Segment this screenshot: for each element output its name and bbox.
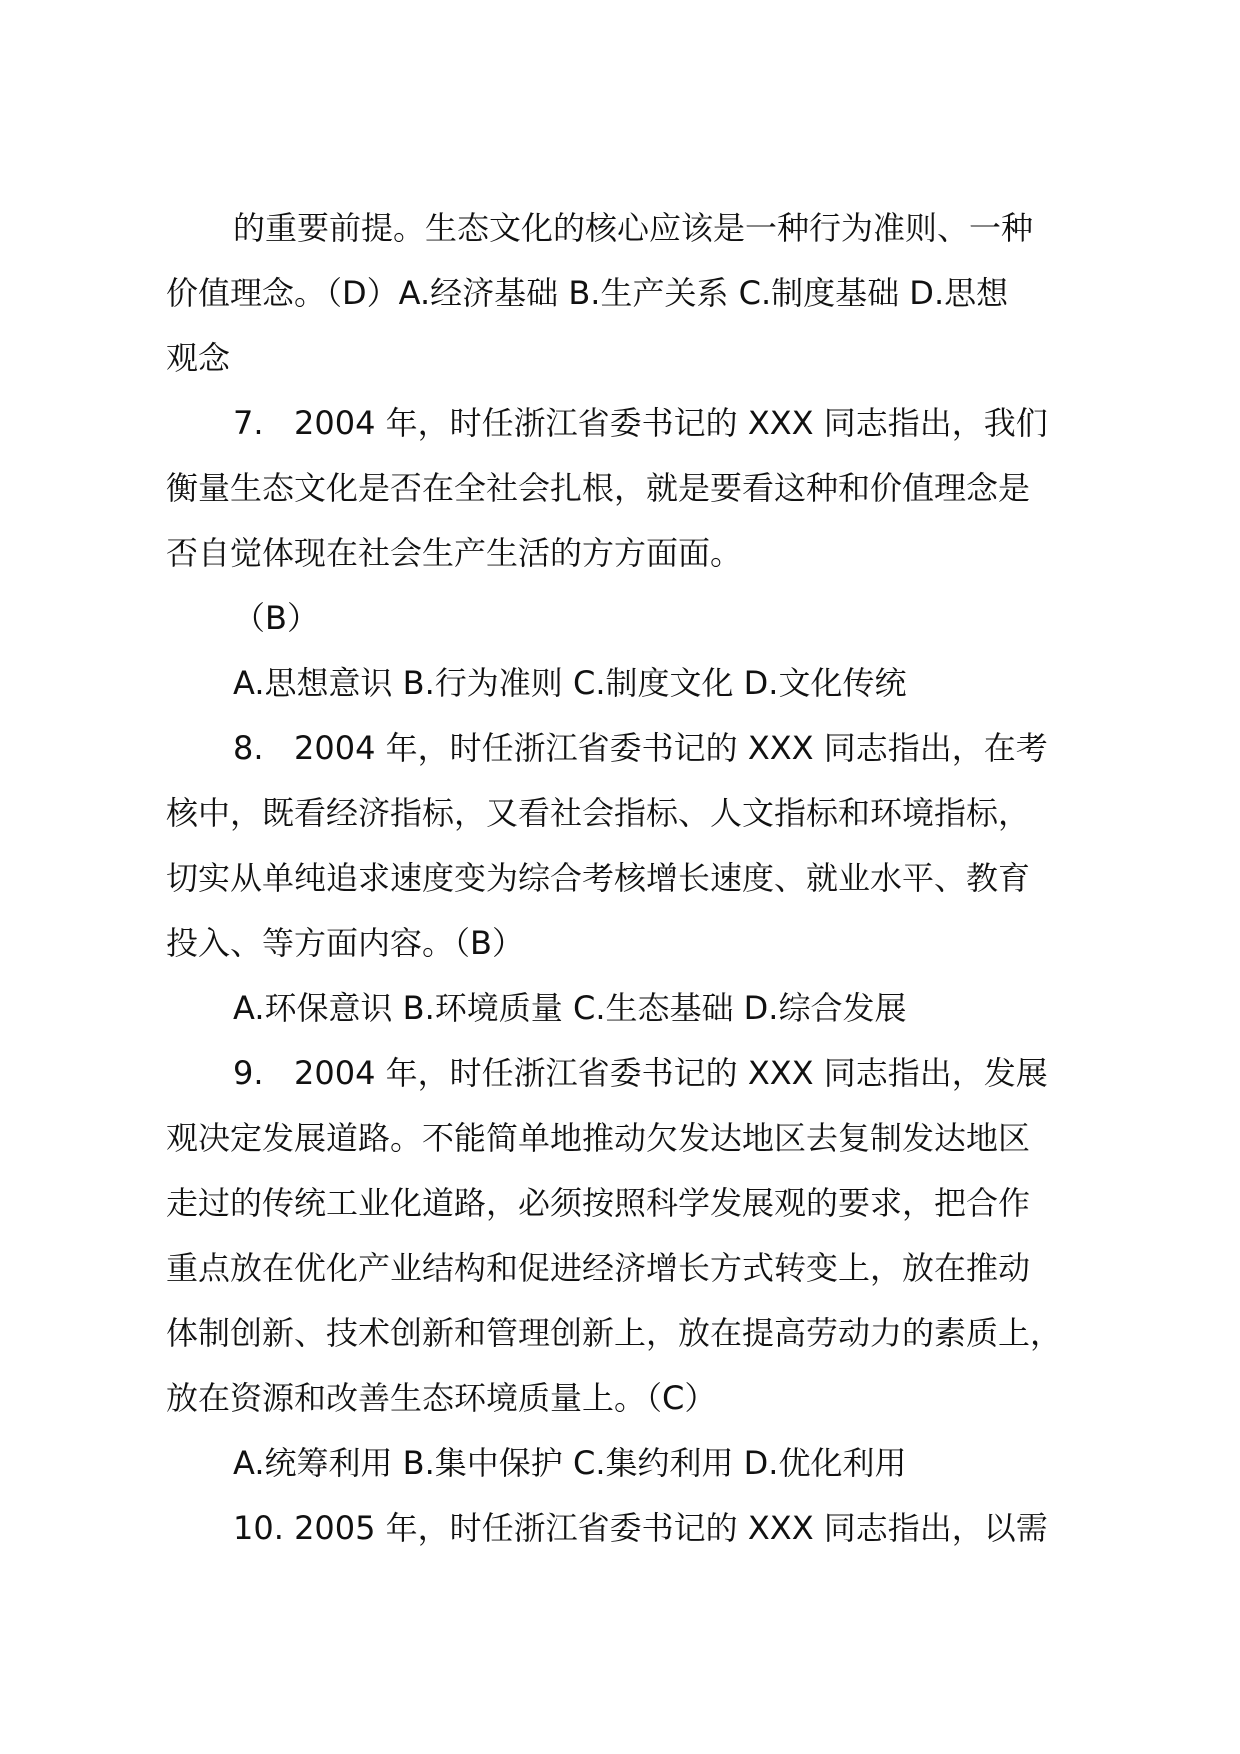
question-8-line: 8. 2004 年，时任浙江省委书记的 XXX 同志指出，在考	[233, 729, 1048, 767]
question-7-line: 7. 2004 年，时任浙江省委书记的 XXX 同志指出，我们	[233, 404, 1048, 442]
text-line: 核中，既看经济指标，又看社会指标、人文指标和环境指标，	[166, 794, 1031, 832]
text-line: 走过的传统工业化道路，必须按照科学发展观的要求，把合作	[166, 1184, 1031, 1222]
text-line: 价值理念。（D）A.经济基础 B.生产关系 C.制度基础 D.思想	[166, 274, 1009, 312]
question-10-line: 10. 2005 年，时任浙江省委书记的 XXX 同志指出，以需	[233, 1509, 1048, 1547]
options-line: A.环保意识 B.环境质量 C.生态基础 D.综合发展	[233, 989, 907, 1027]
text-line: 体制创新、技术创新和管理创新上，放在提高劳动力的素质上，	[166, 1314, 1063, 1352]
text-line: 重点放在优化产业结构和促进经济增长方式转变上，放在推动	[166, 1249, 1031, 1287]
options-line: A.统筹利用 B.集中保护 C.集约利用 D.优化利用	[233, 1444, 907, 1482]
answer-line: （B）	[233, 599, 319, 637]
options-line: A.思想意识 B.行为准则 C.制度文化 D.文化传统	[233, 664, 907, 702]
text-line: 放在资源和改善生态环境质量上。（C）	[166, 1379, 717, 1417]
question-9-line: 9. 2004 年，时任浙江省委书记的 XXX 同志指出，发展	[233, 1054, 1048, 1092]
text-line: 投入、等方面内容。（B）	[166, 924, 524, 962]
text-line: 观决定发展道路。不能简单地推动欠发达地区去复制发达地区	[166, 1119, 1031, 1157]
document-body	[166, 196, 1106, 1561]
text-line: 观念	[166, 339, 231, 377]
text-line: 的重要前提。生态文化的核心应该是一种行为准则、一种	[233, 209, 1034, 247]
text-line: 切实从单纯追求速度变为综合考核增长速度、就业水平、教育	[166, 859, 1031, 897]
text-line: 衡量生态文化是否在全社会扎根，就是要看这种和价值理念是	[166, 469, 1031, 507]
text-line: 否自觉体现在社会生产生活的方方面面。	[166, 534, 743, 572]
